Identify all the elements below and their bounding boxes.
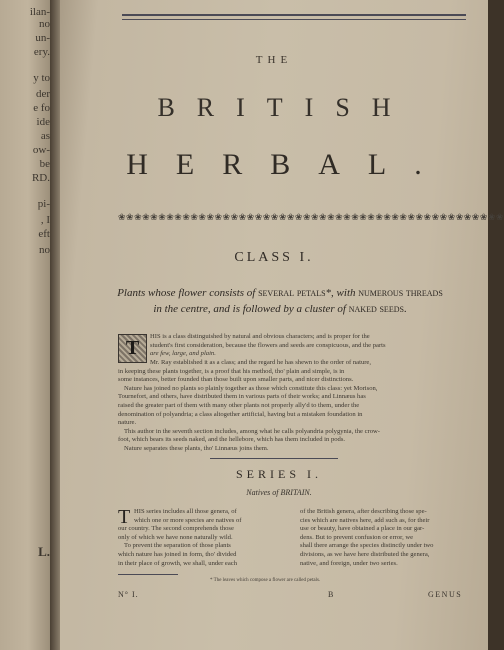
left-page-fragment: no — [39, 18, 50, 30]
left-page-fragment: ide — [36, 116, 50, 128]
series-heading: SERIES I. — [235, 467, 322, 481]
catchword: GENUS — [428, 590, 463, 599]
left-page-fragment: RD. — [31, 172, 50, 184]
intro-paragraph: HIS is a class distinguished by natural and obvious characters; and is proper for the student's first consideration, because the flowers and seeds are conspicuous, and the parts are few, large, and plain. — [150, 333, 386, 358]
title-herbal: HERBAL. — [126, 148, 450, 181]
facing-left-page — [0, 0, 56, 650]
title-british: BRITISH — [157, 93, 413, 122]
section-divider — [210, 458, 338, 459]
decorated-initial: T — [118, 334, 147, 363]
body-text: Mr. Ray established it as a class; and the regard he has shewn to the order of nature, in keeping these plants together, is a proof that his method, tho' plain and simple, is in some instances, better founded than those built upon smaller parts, and nicer distinctions. Nature has joined no plants so plainly together as those which constitute this class: yet Morison, Tournefort, and others, have distributed them in various parts of their works; and Linnæus has raised the greater part of them with many other plants not properly ally'd to them, under the denomination of polyandria; a class altogether artificial, having but a mistaken foundation in nature. This author in the seventh section includes, among what he calls polyandria polygynia, the crow- foot, which bears its seeds naked, and the hellebore, which has them included in pods. Nature separates these plants, tho' Linnæus joins them. — [118, 359, 380, 452]
class-subtitle-line-2: in the centre, and is followed by a cluster of naked seeds. — [153, 303, 407, 315]
right-column: of the British genera, after describing those spe- cies which are natives here, add such as, for their use or beauty, have obtained a place in our gar- dens. But to prevent confusion or error, we shall there arrange the species distinctly under two divisions, as we have here distributed the genera, native, and foreign, under two series. — [300, 508, 434, 567]
left-page-fragment: no — [39, 244, 50, 256]
footnote-rule — [118, 574, 178, 575]
left-column: HIS series includes all those genera, of which one or more species are natives of our country. The second comprehends those only of which we have none naturally wild. To prevent the separation of those plants which nature has joined in form, tho' divided in their place of growth, we shall, under each — [118, 508, 242, 567]
drop-cap: T — [118, 506, 131, 528]
series-subtitle: Natives of BRITAIN. — [246, 488, 312, 497]
ornamental-border: ❀❀❀❀❀❀❀❀❀❀❀❀❀❀❀❀❀❀❀❀❀❀❀❀❀❀❀❀❀❀❀❀❀❀❀❀❀❀❀❀❀❀❀❀❀❀❀❀ — [118, 212, 504, 222]
left-page-fragment: der — [35, 88, 50, 100]
class-heading: CLASS I. — [234, 250, 314, 265]
signature-number: N° I. — [118, 590, 139, 599]
left-page-fragment: be — [39, 158, 50, 170]
left-page-fragment: eft — [38, 228, 50, 240]
left-page-fragment: y to — [33, 72, 50, 84]
left-page-fragment: , I — [40, 214, 50, 226]
book-page — [60, 0, 504, 650]
left-page-fragment: ery. — [33, 46, 50, 58]
left-page-fragment: un- — [35, 32, 50, 44]
left-page-fragment: ilan- — [29, 6, 50, 18]
top-rule — [122, 14, 466, 16]
class-subtitle-line-1: Plants whose flower consists of several petals*, with numerous threads — [117, 287, 443, 299]
left-page-fragment: pi- — [37, 198, 50, 210]
left-page-fragment: as — [40, 130, 50, 142]
left-page-fragment: L. — [38, 544, 50, 559]
top-rule-thin — [122, 19, 466, 20]
signature-mark: B — [328, 590, 334, 599]
left-page-fragment: ow- — [32, 144, 50, 156]
title-the: THE — [255, 54, 293, 66]
footnote: * The leaves which compose a flower are called petals. — [210, 578, 321, 583]
left-page-fragment: e fo — [33, 102, 50, 114]
